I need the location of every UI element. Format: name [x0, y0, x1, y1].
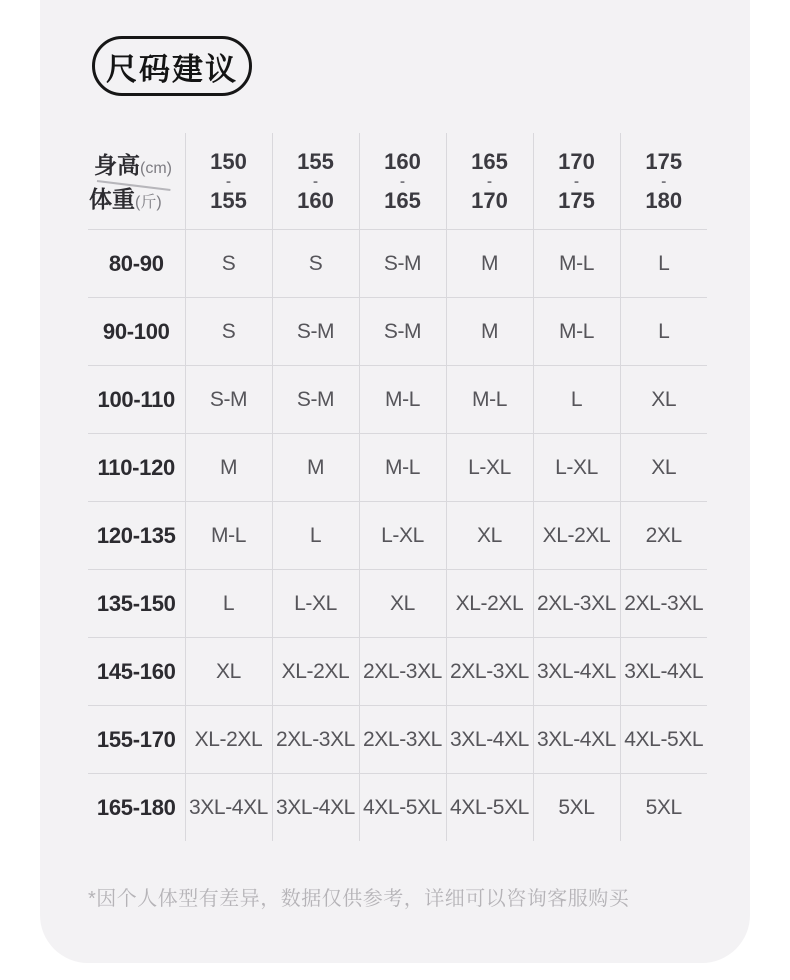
size-cell: XL [359, 570, 446, 638]
size-cell: S-M [272, 366, 359, 434]
size-cell: 2XL-3XL [446, 638, 533, 706]
range-to: 155 [210, 187, 247, 213]
size-cell: 2XL-3XL [620, 570, 707, 638]
disclaimer-footnote: *因个人体型有差异，数据仅供参考，详细可以咨询客服购买 [88, 888, 630, 910]
range-from: 155 [297, 148, 334, 174]
size-cell: S-M [272, 298, 359, 366]
range-to: 160 [297, 187, 334, 213]
size-cell: 2XL-3XL [359, 706, 446, 774]
size-cell: S [272, 230, 359, 298]
range-separator: - [487, 172, 492, 190]
height-range-header [620, 133, 707, 230]
height-range-header [446, 133, 533, 230]
size-cell: M-L [446, 366, 533, 434]
table-row [88, 434, 707, 502]
size-cell: L [533, 366, 620, 434]
range-separator: - [313, 172, 318, 190]
weight-axis-text: 体重 [89, 186, 135, 212]
size-cell: S-M [359, 230, 446, 298]
range-from: 150 [210, 148, 247, 174]
range-separator: - [574, 172, 579, 190]
weight-axis-label [89, 181, 162, 214]
range-from: 160 [384, 148, 421, 174]
height-range-header [359, 133, 446, 230]
weight-range-label: 135-150 [88, 570, 185, 638]
size-cell: 2XL [620, 502, 707, 570]
size-cell: L [620, 298, 707, 366]
size-cell: XL [446, 502, 533, 570]
height-range-header [185, 133, 272, 230]
weight-range-label: 155-170 [88, 706, 185, 774]
weight-range-label: 90-100 [88, 298, 185, 366]
range-separator: - [400, 172, 405, 190]
size-cell: 4XL-5XL [620, 706, 707, 774]
size-cell: 2XL-3XL [533, 570, 620, 638]
size-cell: XL-2XL [185, 706, 272, 774]
weight-range-label: 165-180 [88, 774, 185, 842]
size-cell: M-L [359, 434, 446, 502]
size-cell: L [185, 570, 272, 638]
size-cell: 4XL-5XL [446, 774, 533, 842]
size-cell: 3XL-4XL [533, 638, 620, 706]
size-cell: L-XL [359, 502, 446, 570]
range-to: 180 [645, 187, 683, 213]
range-from: 175 [645, 148, 683, 174]
size-cell: M [446, 298, 533, 366]
range-to: 165 [384, 187, 421, 213]
size-cell: S [185, 298, 272, 366]
table-row [88, 638, 707, 706]
size-cell: 3XL-4XL [533, 706, 620, 774]
size-cell: L-XL [272, 570, 359, 638]
table-header [88, 133, 707, 230]
size-cell: 3XL-4XL [185, 774, 272, 842]
size-cell: M-L [533, 298, 620, 366]
table-row [88, 366, 707, 434]
table-row [88, 774, 707, 842]
size-guide-title-badge [92, 36, 252, 96]
size-cell: XL-2XL [533, 502, 620, 570]
size-cell: M [446, 230, 533, 298]
weight-axis-unit: (斤) [135, 194, 162, 211]
size-cell: S-M [359, 298, 446, 366]
table-row [88, 706, 707, 774]
size-table-body [88, 230, 707, 842]
range-from: 165 [471, 148, 508, 174]
size-cell: S [185, 230, 272, 298]
size-cell: XL [620, 366, 707, 434]
table-row [88, 570, 707, 638]
header-row [88, 133, 707, 230]
range-to: 170 [471, 187, 508, 213]
size-guide-panel [40, 0, 750, 963]
weight-range-label: 120-135 [88, 502, 185, 570]
size-cell: 4XL-5XL [359, 774, 446, 842]
size-cell: M-L [533, 230, 620, 298]
size-cell: XL-2XL [272, 638, 359, 706]
range-to: 175 [558, 187, 595, 213]
size-cell: L [620, 230, 707, 298]
weight-range-label: 110-120 [88, 434, 185, 502]
size-cell: XL-2XL [446, 570, 533, 638]
size-cell: 3XL-4XL [272, 774, 359, 842]
size-cell: XL [620, 434, 707, 502]
height-axis-unit: (cm) [140, 160, 172, 177]
range-separator: - [226, 172, 231, 190]
size-cell: M [272, 434, 359, 502]
size-cell: M [185, 434, 272, 502]
height-axis-text: 身高 [94, 152, 140, 178]
size-cell: L-XL [446, 434, 533, 502]
table-row [88, 298, 707, 366]
size-cell: L [272, 502, 359, 570]
size-cell: 5XL [533, 774, 620, 842]
range-separator: - [661, 172, 667, 190]
height-axis-label [94, 147, 172, 180]
size-cell: 3XL-4XL [620, 638, 707, 706]
weight-range-label: 145-160 [88, 638, 185, 706]
height-range-header [272, 133, 359, 230]
table-row [88, 230, 707, 298]
size-cell: L-XL [533, 434, 620, 502]
size-cell: S-M [185, 366, 272, 434]
size-cell: M-L [359, 366, 446, 434]
size-cell: 2XL-3XL [359, 638, 446, 706]
size-cell: XL [185, 638, 272, 706]
range-from: 170 [558, 148, 595, 174]
size-cell: M-L [185, 502, 272, 570]
weight-range-label: 100-110 [88, 366, 185, 434]
size-guide-title: 尺码建议 [106, 51, 238, 87]
size-cell: 2XL-3XL [272, 706, 359, 774]
height-range-header [533, 133, 620, 230]
weight-range-label: 80-90 [88, 230, 185, 298]
size-recommendation-table [88, 133, 707, 841]
size-cell: 5XL [645, 795, 682, 819]
size-cell: 3XL-4XL [446, 706, 533, 774]
table-row [88, 502, 707, 570]
corner-header-cell [88, 133, 185, 230]
